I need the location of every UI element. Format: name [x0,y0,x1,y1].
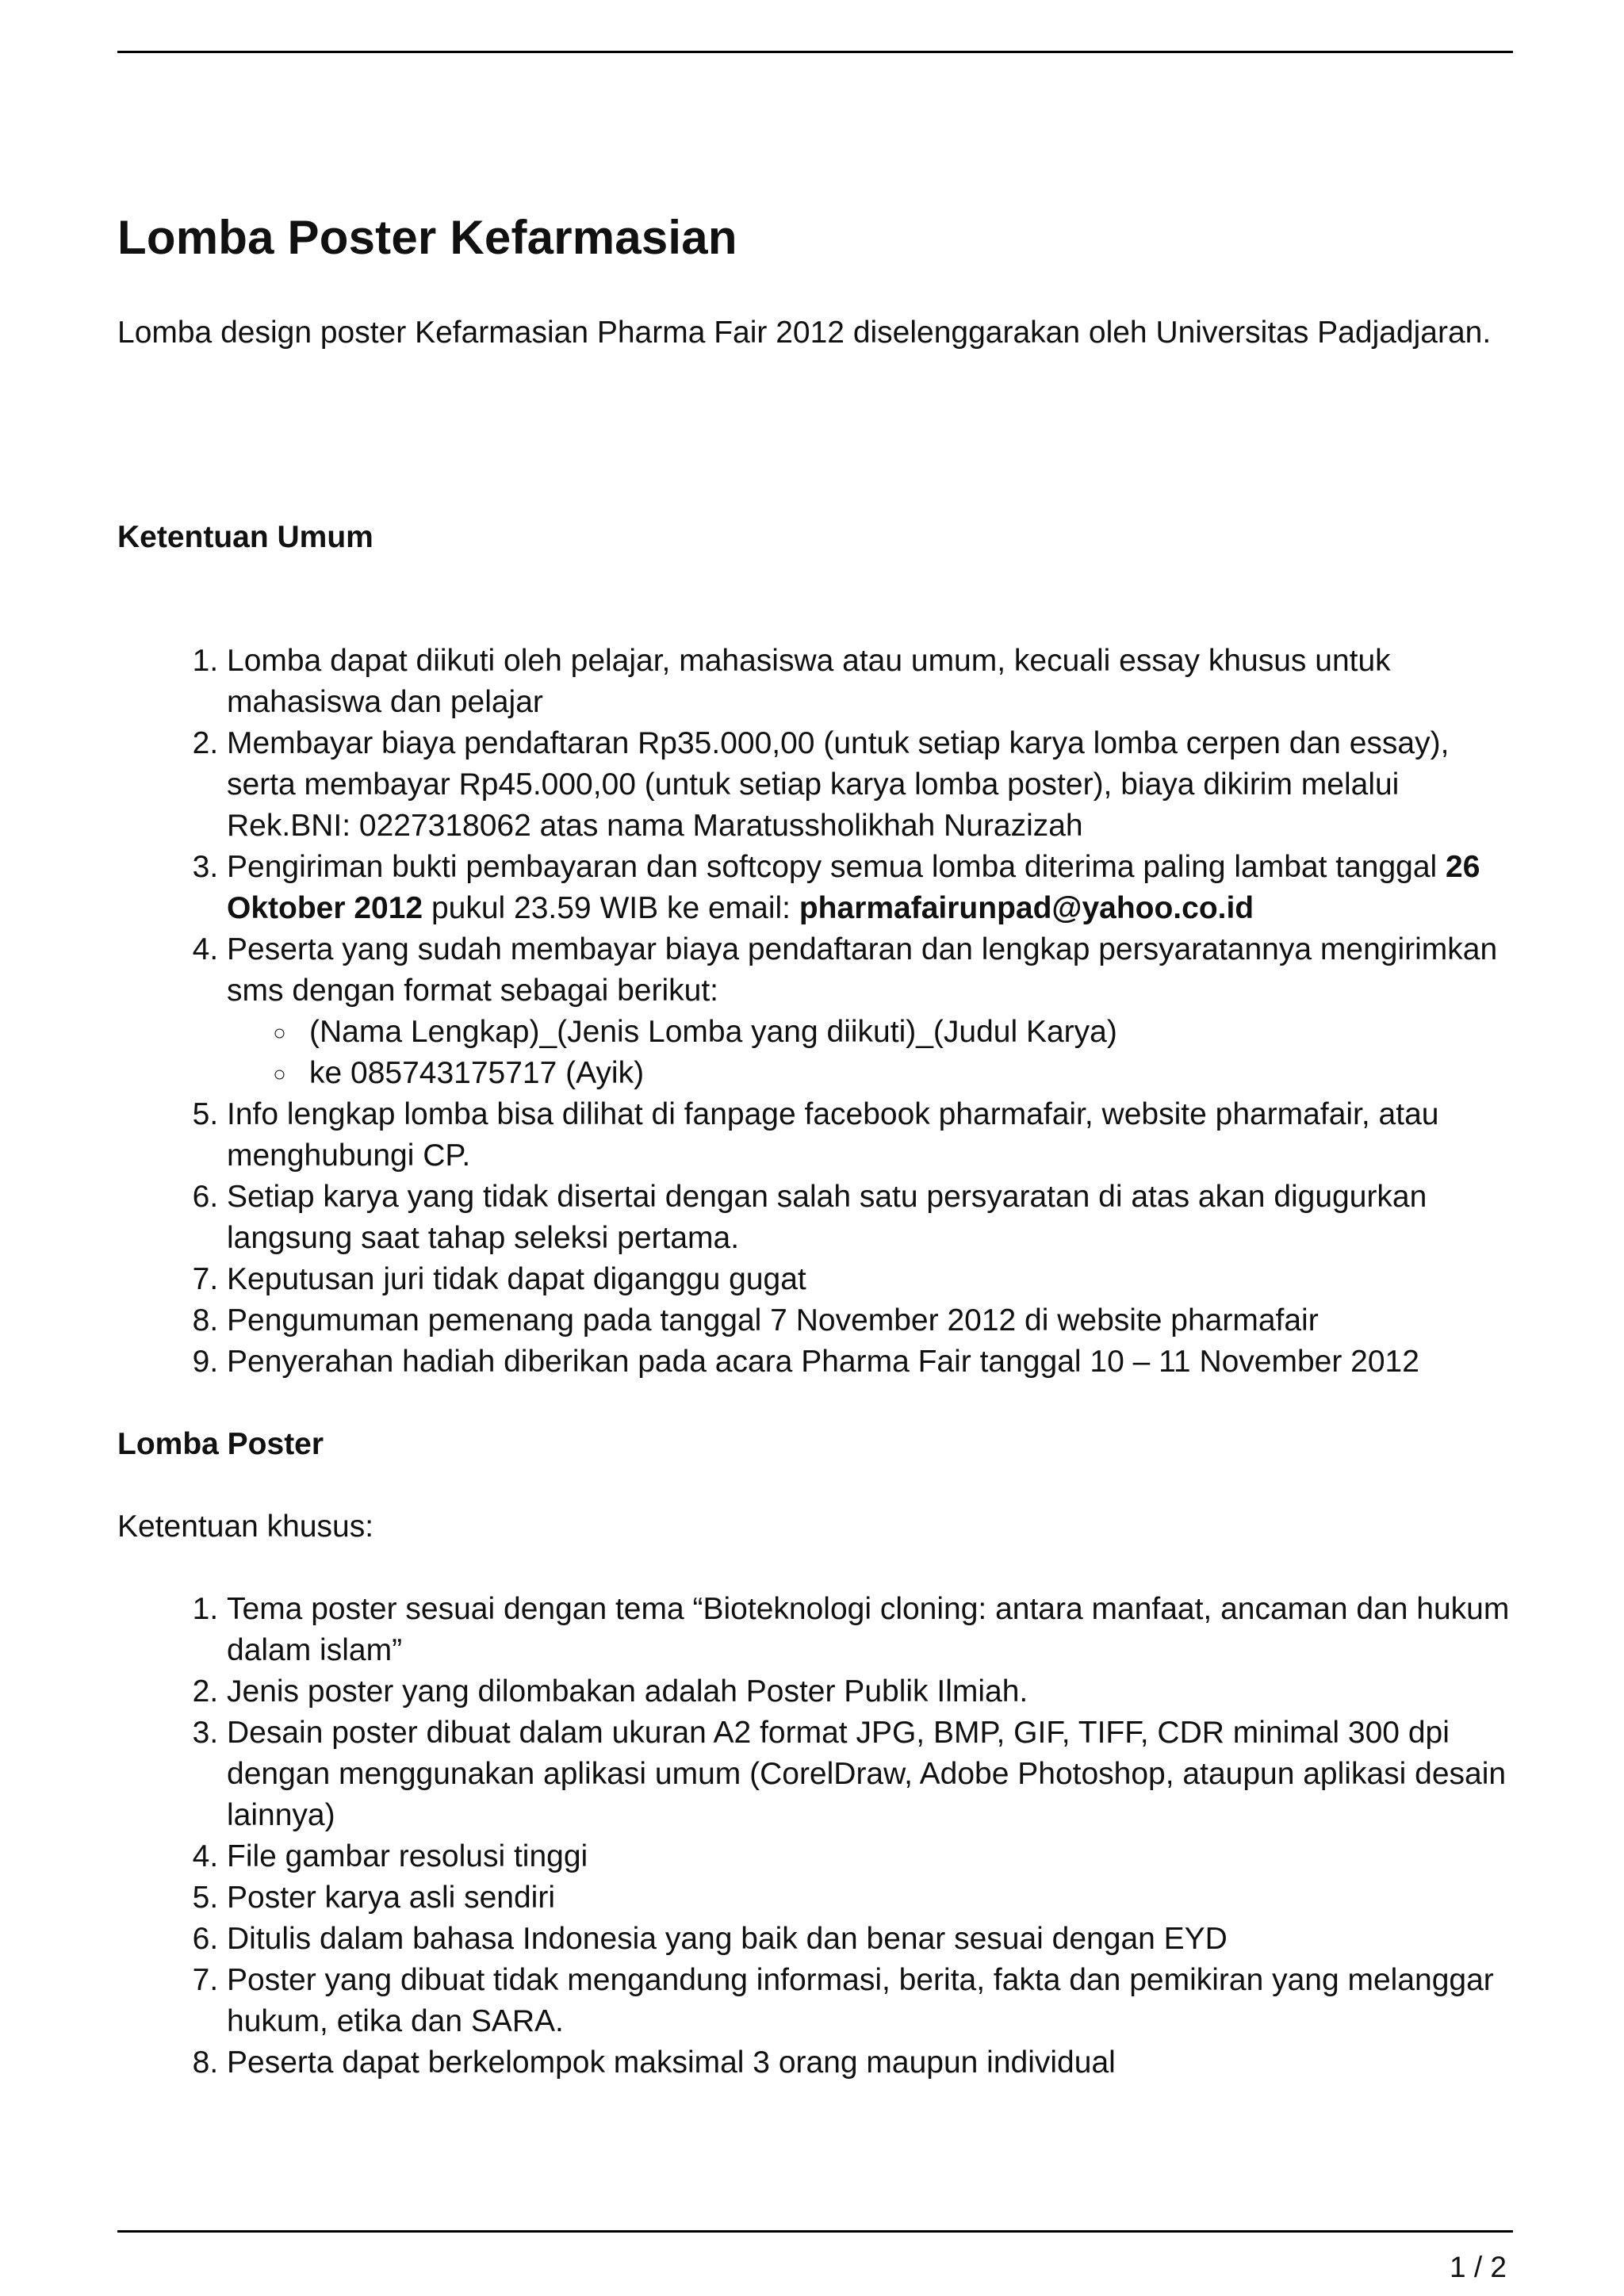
page-number: 1 / 2 [1450,2251,1507,2283]
list-item [227,847,1513,929]
list-item: 7. Poster yang dibuat tidak mengandung informasi, berita, fakta dan pemikiran yang melanggar hukum, etika dan SARA. [227,1960,1513,2042]
item-text: Peserta yang sudah membayar biaya pendaftaran dan lengkap persyaratannya mengirimkan sms dengan format sebagai berikut: [227,932,1498,1008]
list-item: 2. Membayar biaya pendaftaran Rp35.000,00 (untuk setiap karya lomba cerpen dan essay), serta membayar Rp45.000,00 (untuk setiap karya lomba poster), biaya dikirim melalui Rek.BNI: 0227318062 atas nama Maratussholikhah Nurazizah [227,723,1513,847]
list-item: 5. Info lengkap lomba bisa dilihat di fanpage facebook pharmafair, website pharmafair, atau menghubungi CP. [227,1094,1513,1177]
document-body [117,206,1513,2084]
sub-list-item: ◦ ke 085743175717 (Ayik) [298,1053,1513,1094]
list-item: 1. Lomba dapat diikuti oleh pelajar, mahasiswa atau umum, kecuali essay khusus untuk mahasiswa dan pelajar [227,641,1513,723]
contact-email: pharmafairunpad@yahoo.co.id [799,891,1254,925]
sms-format-list [227,1012,1513,1094]
list-item: 5. Poster karya asli sendiri [227,1877,1513,1919]
list-item: 7. Keputusan juri tidak dapat diganggu gugat [227,1259,1513,1300]
deadline-date: 26 Oktober 2012 [227,850,1480,925]
special-rules-label: Ketentuan khusus: [117,1510,374,1544]
general-rules-list [117,641,1513,1383]
list-item: 8. Pengumuman pemenang pada tanggal 7 November 2012 di website pharmafair [227,1300,1513,1341]
poster-heading: Lomba Poster [117,1427,324,1461]
list-item: 1. Tema poster sesuai dengan tema “Bioteknologi cloning: antara manfaat, ancaman dan hukum dalam islam” [227,1589,1513,1671]
header-rule [117,51,1513,53]
page-title: Lomba Poster Kefarmasian [117,211,737,264]
list-item: 6. Ditulis dalam bahasa Indonesia yang baik dan benar sesuai dengan EYD [227,1919,1513,1960]
poster-rules-list [117,1589,1513,2084]
item-text: pukul 23.59 WIB ke email: [423,891,799,925]
general-rules-heading: Ketentuan Umum [117,520,373,554]
list-item: 4. File gambar resolusi tinggi [227,1836,1513,1877]
list-item [227,929,1513,1094]
list-item: 9. Penyerahan hadiah diberikan pada acara Pharma Fair tanggal 10 – 11 November 2012 [227,1341,1513,1383]
sub-list-item: ◦ (Nama Lengkap)_(Jenis Lomba yang diikuti)_(Judul Karya) [298,1012,1513,1053]
intro-paragraph: Lomba design poster Kefarmasian Pharma Fair 2012 diselenggarakan oleh Universitas Padjadjaran. [117,316,1492,350]
list-item: 6. Setiap karya yang tidak disertai dengan salah satu persyaratan di atas akan digugurkan langsung saat tahap seleksi pertama. [227,1177,1513,1259]
list-item: 2. Jenis poster yang dilombakan adalah Poster Publik Ilmiah. [227,1671,1513,1712]
list-item: 8. Peserta dapat berkelompok maksimal 3 orang maupun individual [227,2042,1513,2084]
list-item: 3. Desain poster dibuat dalam ukuran A2 format JPG, BMP, GIF, TIFF, CDR minimal 300 dpi dengan menggunakan aplikasi umum (CorelDraw, Adobe Photoshop, ataupun aplikasi desain lainnya) [227,1712,1513,1836]
item-text: Pengiriman bukti pembayaran dan softcopy semua lomba diterima paling lambat tanggal [227,850,1446,884]
footer-rule [117,2230,1513,2233]
